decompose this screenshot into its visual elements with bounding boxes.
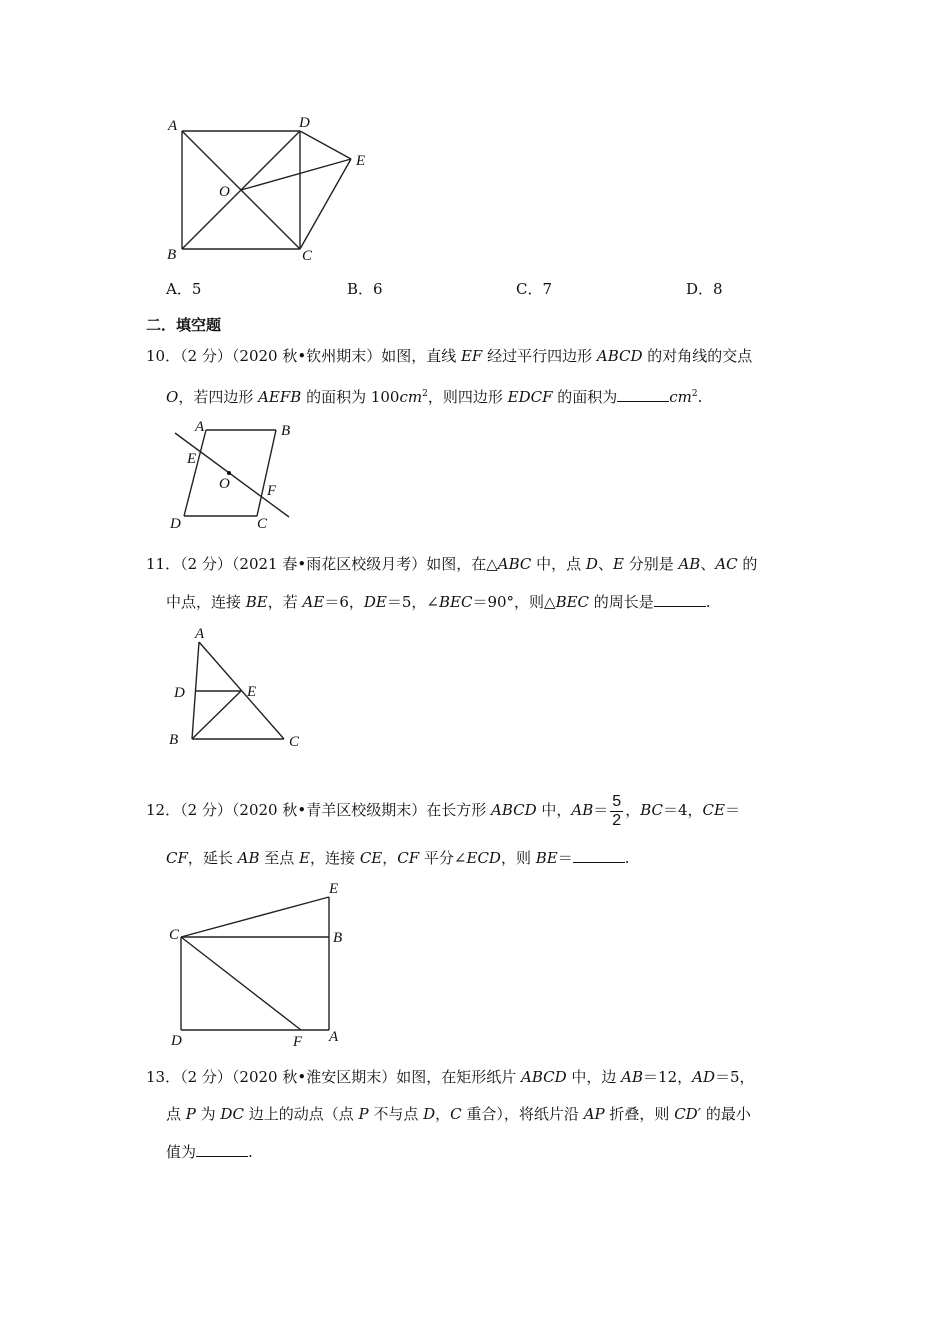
q13-text: 如图，在矩形纸片 [396, 1068, 521, 1086]
q12-figure [165, 878, 355, 1048]
q12-score: （2 分） [180, 801, 232, 819]
option-value: 8 [713, 280, 723, 298]
q9-label-c: C [302, 248, 313, 264]
q11-var: DE [363, 593, 387, 611]
q11-var: AB [678, 555, 701, 573]
q9-edge-de [300, 131, 351, 159]
q13-text: ， [435, 1105, 451, 1123]
q10-source: （2020 秋•钦州期末） [231, 347, 382, 365]
q10-text: 的面积为 [552, 388, 618, 406]
q12-text: 平分∠ [419, 849, 467, 867]
q12-label-c: C [169, 927, 180, 943]
q10-unit-sup: 2 [422, 389, 428, 399]
q11-text: 如图，在△ [426, 555, 498, 573]
q12-label-b: B [333, 930, 343, 946]
q13-var: P [185, 1105, 196, 1123]
q12-text: ，则 [500, 849, 536, 867]
q12-line-2 [166, 848, 630, 868]
q13-text: 为 [195, 1105, 221, 1123]
option-value: 5 [191, 280, 202, 298]
q9-option-a[interactable] [166, 278, 201, 299]
q11-text: ＝6， [324, 593, 364, 611]
q11-var: BEC [439, 593, 473, 611]
q10-label-c: C [257, 516, 268, 532]
q12-var: ABCD [490, 801, 537, 819]
q13-var: C [450, 1105, 462, 1123]
q12-segment-cf [181, 937, 301, 1030]
q11-answer-blank[interactable] [654, 592, 706, 607]
q13-text: 点 [166, 1105, 186, 1123]
q10-var: O [166, 388, 179, 406]
q12-var: BC [640, 801, 663, 819]
q11-text: 的周长是 [589, 593, 654, 611]
q11-text: 、 [700, 555, 716, 573]
q12-var: CE [359, 849, 383, 867]
q12-text: ，连接 [310, 849, 360, 867]
q12-label-d: D [171, 1033, 182, 1049]
q11-label-e: E [247, 684, 257, 700]
q12-text: ， [625, 801, 641, 819]
q12-var: ECD [466, 849, 501, 867]
q10-var: ABCD [596, 347, 643, 365]
option-letter: B． [347, 280, 374, 298]
q13-var: DC [220, 1105, 244, 1123]
q12-label-f: F [293, 1034, 303, 1050]
q11-text: 中，点 [531, 555, 586, 573]
q12-label-e: E [329, 881, 339, 897]
q13-text: 不与点 [368, 1105, 424, 1123]
option-letter: D． [686, 280, 714, 298]
q11-text: 分别是 [623, 555, 679, 573]
q9-segment-oe [241, 159, 351, 190]
q9-figure [160, 110, 380, 270]
q11-label-a: A [195, 626, 205, 642]
q13-text: 重合），将纸片沿 [461, 1105, 584, 1123]
q10-text: 如图，直线 [381, 347, 461, 365]
q13-line-2 [166, 1104, 751, 1124]
q12-fraction [610, 793, 623, 830]
q11-var: AC [715, 555, 738, 573]
q12-number: 12． [146, 801, 181, 819]
q13-text: ＝12， [643, 1068, 693, 1086]
q11-text: ，若 [267, 593, 303, 611]
q12-end: . [624, 849, 630, 867]
q9-edge-ec [300, 159, 351, 249]
fraction-numerator: 5 [612, 792, 622, 810]
q12-text: ＝ [557, 849, 573, 867]
q13-var: P [358, 1105, 369, 1123]
option-value: 6 [373, 280, 383, 298]
q12-var: AB [237, 849, 260, 867]
q9-option-c[interactable] [516, 278, 552, 299]
q11-number: 11． [146, 555, 181, 573]
q13-text: 的最小 [701, 1105, 751, 1123]
q10-line-2 [166, 384, 702, 407]
q10-figure [165, 415, 305, 535]
q13-end: . [248, 1143, 253, 1161]
q10-text: 经过平行四边形 [482, 347, 597, 365]
q13-text: ＝5， [714, 1068, 755, 1086]
q12-text: ，延长 [187, 849, 238, 867]
q11-text: ＝5，∠ [386, 593, 439, 611]
q11-var: ABC [497, 555, 532, 573]
q11-var: E [612, 555, 624, 573]
q11-figure [165, 622, 315, 752]
q9-label-d: D [299, 115, 310, 131]
q10-label-d: D [170, 516, 181, 532]
q10-var: EDCF [507, 388, 553, 406]
q12-label-a: A [329, 1029, 339, 1045]
q11-segment-be [192, 691, 241, 739]
q13-var: AD [692, 1068, 715, 1086]
q11-label-b: B [169, 732, 179, 748]
q11-text: ＝90°，则△ [472, 593, 556, 611]
q13-text: 中，边 [566, 1068, 622, 1086]
q12-var: CF [166, 849, 188, 867]
q12-text: ， [382, 849, 398, 867]
q9-label-e: E [356, 153, 366, 169]
q10-line-1 [146, 346, 752, 366]
q10-unit-sup: 2 [691, 389, 698, 399]
q13-text: 值为 [166, 1143, 197, 1161]
q13-text: 折叠，则 [604, 1105, 675, 1123]
q13-var: ABCD [520, 1068, 567, 1086]
q13-text: 边上的动点（点 [243, 1105, 359, 1123]
fraction-denominator: 2 [612, 811, 622, 829]
option-value: 7 [542, 280, 553, 298]
q11-var: BE [245, 593, 268, 611]
q11-var: D [585, 555, 598, 573]
q10-label-b: B [281, 423, 291, 439]
q11-line-1 [146, 554, 757, 574]
q10-score: （2 分） [180, 347, 232, 365]
q11-var: AE [302, 593, 325, 611]
q12-source: （2020 秋•青羊区校级期末） [231, 801, 427, 819]
q10-label-f: F [267, 483, 277, 499]
q12-var: AB [571, 801, 594, 819]
q10-label-e: E [187, 451, 197, 467]
q10-text: ，则四边形 [427, 388, 508, 406]
q12-text: 在长方形 [426, 801, 491, 819]
q12-text: ＝ [724, 801, 740, 819]
q12-line-1 [146, 790, 740, 830]
section-title: 二．填空题 [146, 316, 222, 334]
q11-text: 、 [597, 555, 613, 573]
q12-text: ＝ [593, 801, 609, 819]
q9-option-b[interactable] [347, 278, 383, 299]
q10-end: . [697, 388, 703, 406]
q13-score: （2 分） [180, 1068, 232, 1086]
option-letter: C． [516, 280, 543, 298]
q13-answer-blank[interactable] [196, 1142, 248, 1157]
q10-number: 10． [146, 347, 181, 365]
q12-answer-blank[interactable] [573, 848, 625, 863]
q10-unit: cm [669, 388, 692, 406]
q13-source: （2020 秋•淮安区期末） [231, 1068, 397, 1086]
q10-answer-blank[interactable] [617, 387, 669, 402]
q13-var: AP [583, 1105, 605, 1123]
q10-text: 的对角线的交点 [642, 347, 753, 365]
option-letter: A． [166, 280, 192, 298]
q12-var: BE [535, 849, 558, 867]
q9-label-o: O [219, 184, 230, 200]
q13-line-1 [146, 1067, 755, 1087]
q11-text: 的 [737, 555, 758, 573]
q11-source: （2021 春•雨花区校级月考） [231, 555, 427, 573]
q10-var: AEFB [258, 388, 302, 406]
q12-text: 中， [536, 801, 572, 819]
q11-score: （2 分） [180, 555, 232, 573]
q13-number: 13． [146, 1068, 181, 1086]
q10-edge-bc [257, 430, 276, 516]
q10-var: EF [460, 347, 483, 365]
q12-text: ＝4， [662, 801, 703, 819]
q12-var: CE [702, 801, 725, 819]
q9-label-a: A [168, 118, 178, 134]
q11-text: 中点，连接 [166, 593, 246, 611]
q12-var: E [299, 849, 311, 867]
q13-line-3 [166, 1142, 253, 1162]
q12-segment-ce [181, 897, 329, 937]
q11-line-2 [166, 592, 711, 612]
q10-label-a: A [195, 419, 205, 435]
q12-var: CF [397, 849, 420, 867]
q11-end: . [705, 593, 711, 611]
q11-label-d: D [174, 685, 185, 701]
q9-option-d[interactable] [686, 278, 723, 299]
q11-label-c: C [289, 734, 300, 750]
q10-unit: cm [399, 388, 423, 406]
q10-label-o: O [219, 476, 230, 492]
q12-text: 至点 [259, 849, 300, 867]
q10-point-o [227, 471, 231, 475]
q11-var: BEC [555, 593, 590, 611]
q9-label-b: B [167, 247, 177, 263]
q13-var: D [423, 1105, 436, 1123]
q13-var: AB [621, 1068, 644, 1086]
q10-text: ，若四边形 [178, 388, 259, 406]
q13-var: CD′ [674, 1105, 702, 1123]
q10-text: 的面积为 100 [301, 388, 400, 406]
